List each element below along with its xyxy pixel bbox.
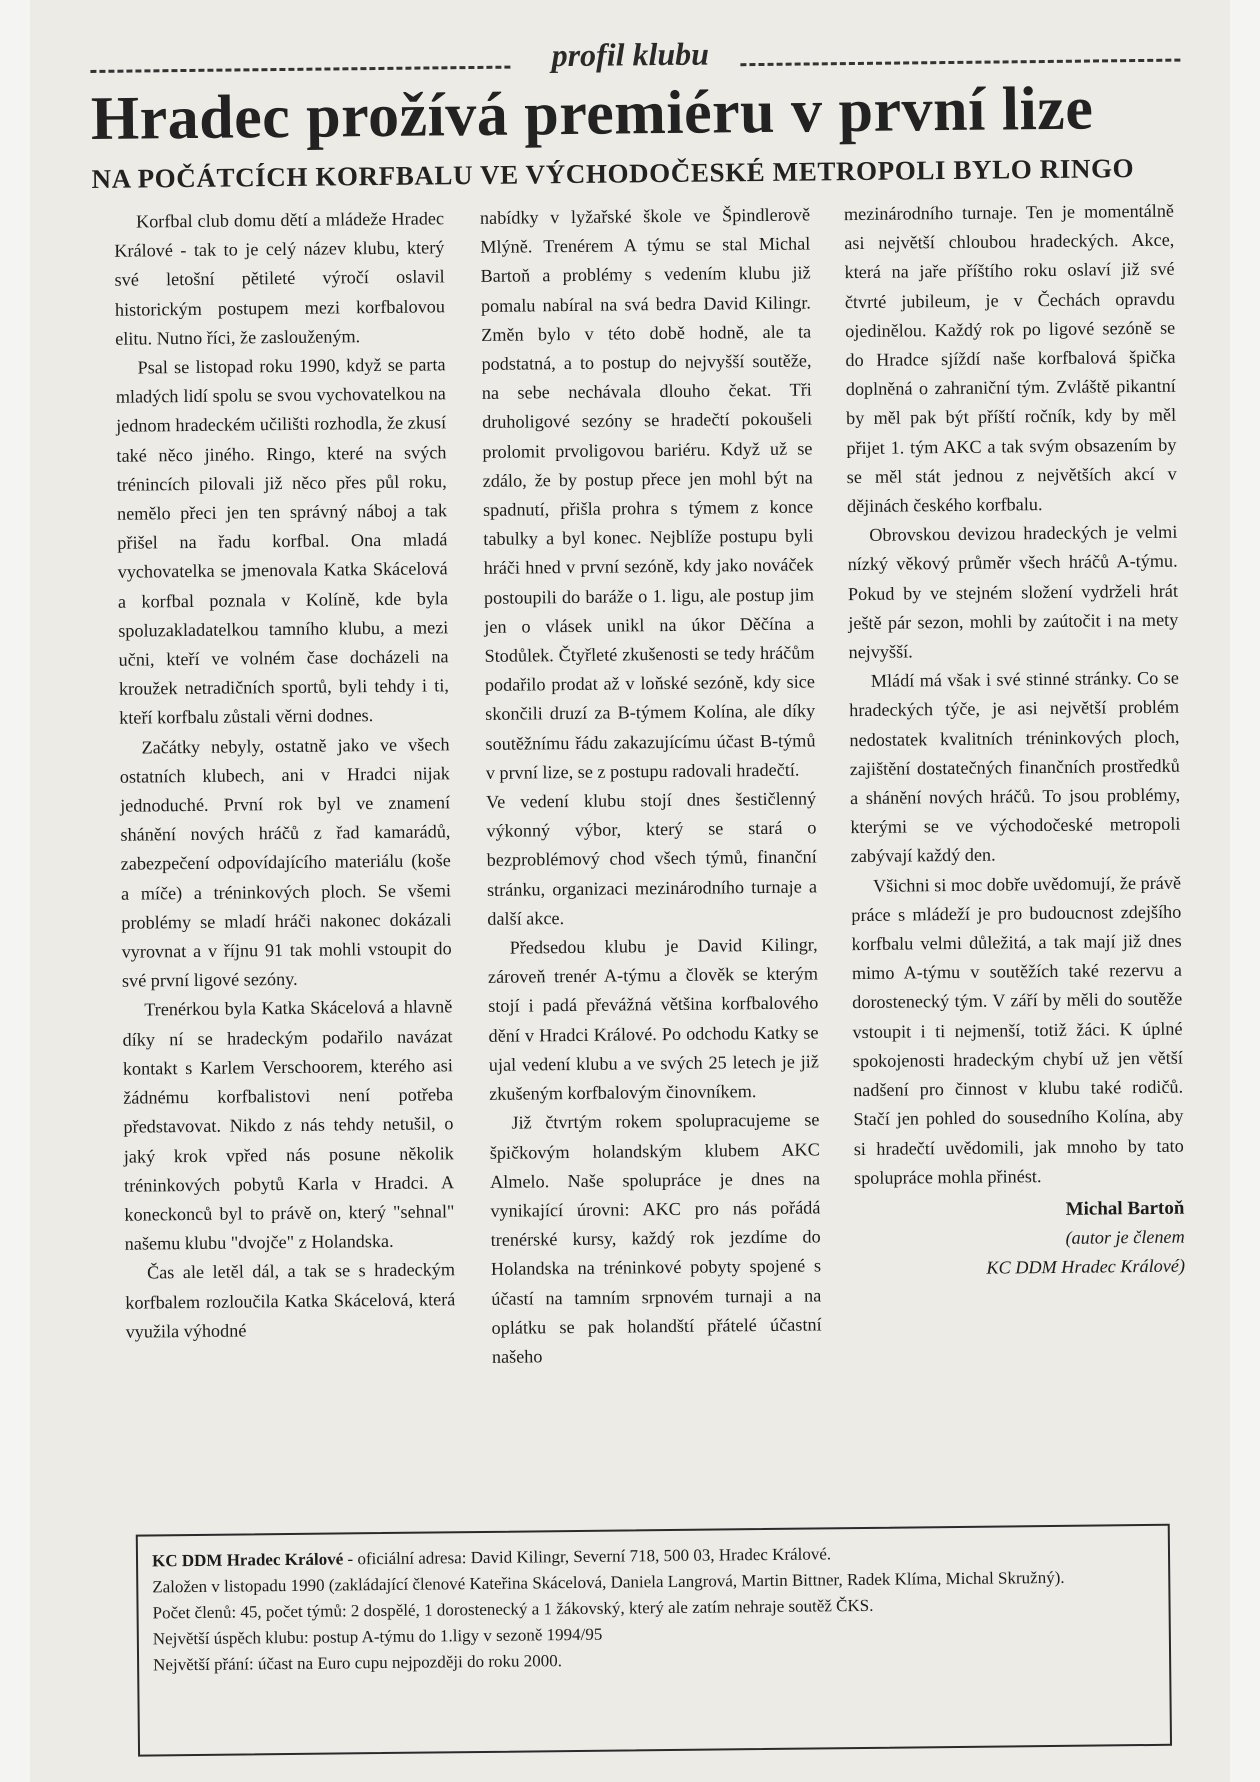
article-headline: Hradec prožívá premiéru v první lize <box>90 74 1094 153</box>
paragraph: Již čtvrtým rokem spolupracujeme se špičkovým holandským klubem AKC Almelo. Naše spolupráce je dnes na vynikající úrovni: AKC pro nás pořádá trenérské kursy, každý rok jezdíme do Holandska na tréninkové pobyty spojené s účastí na tamním srpnovém turnaji a na oplátku se pak holandští přátelé účastní našeho <box>489 1109 822 1367</box>
author-note-line-1: (autor je členem <box>1065 1226 1185 1248</box>
paragraph: Mládí má však i své stinné stránky. Co se hradeckých týče, je asi největší problém nedostatek kvalitních tréninkových ploch, zajištění dostatečných finančních prostředků a shánění nových hráčů. To jsou problémy, kterými se ve východočeské metropoli zabývají každý den. <box>849 667 1181 867</box>
club-info-box <box>136 1524 1172 1757</box>
rubric-label: profil klubu <box>551 35 710 74</box>
paragraph: Začátky nebyly, ostatně jako ve všech ostatních klubech, ani v Hradci nijak jednoduché. První rok byl ve znamení shánění nových hráčů z řad kamarádů, zabezpečení odpovídajícího materiálu (koše a míče) a tréninkových ploch. Se všemi problémy se mladí hráči nakonec dokázali vyrovnat a v říjnu 91 tak mohli vstoupit do své první ligové sezóny. <box>119 733 452 991</box>
rubric-divider-right <box>740 59 1180 67</box>
club-members: Počet členů: 45, počet týmů: 2 dospělé, 1 dorostenecký a 1 žákovský, který ale zatím nehraje soutěž ČKS. <box>152 1595 874 1623</box>
club-name: KC DDM Hradec Králové <box>151 1549 344 1571</box>
paragraph: Psal se listopad roku 1990, když se parta mladých lidí spolu se svou vychovatelkou na jednom hradeckém učilišti rozhodla, že zkusí také něco jiného. Ringo, které na svých trénincích pilovali již něco přes půl roku, nemělo přeci jen ten správný náboj a tak přišel na řadu korfbal. Ona mladá vychovatelka se jmenovala Katka Skácelová a korfbal poznala v Kolíně, kde byla spoluzakladatelkou tamního klubu, a mezi učni, kteří ve volném čase docházeli na kroužek netradičních sportů, byli tehdy i ti, kteří korfbalu zůstali věrni dodnes. <box>115 354 449 729</box>
club-address: - oficiální adresa: David Kilingr, Severní 718, 500 03, Hradec Králové. <box>343 1544 832 1569</box>
paragraph: Čas ale letěl dál, a tak se s hradeckým korfbalem rozloučila Katka Skácelová, která využila výhodné <box>125 1259 456 1342</box>
author-note-line-2: KC DDM Hradec Králové) <box>986 1255 1186 1278</box>
article-body <box>92 196 1206 1517</box>
text-column-1 <box>114 204 456 1346</box>
paragraph: Obrovskou devizou hradeckých je velmi nízký věkový průměr všech hráčů A-týmu. Pokud by ve stejném složení vydrželi hrát ještě pár sezon, mohli by zaútočit i na mety nejvyšší. <box>847 521 1179 663</box>
author-byline <box>854 1194 1185 1285</box>
paragraph: Ve vedení klubu stojí dnes šestičlenný výkonný výbor, který se stará o bezproblémový chod všech týmů, finanční stránku, organizaci mezinárodního turnaje a další akce. <box>486 788 818 929</box>
rubric-divider-left <box>90 66 510 73</box>
paragraph: Všichni si moc dobře uvědomují, že právě práce s mládeží je pro budoucnost zdejšího korfbalu velmi důležitá, a tak mají již dnes mimo A-týmu v soutěžích také rezervu a dorostenecký tým. V září by měli do soutěže vstoupit i ti nejmenší, totiž žáci. K úplné spokojenosti hradeckým chybí už jen větší nadšení pro činnost v klubu také rodičů. Stačí jen pohled do sousedního Kolína, aby si hradečtí uvědomili, jak mnoho by tato spolupráce mohla přinést. <box>851 872 1184 1188</box>
club-founded: Založen v listopadu 1990 (zakládající členové Kateřina Skácelová, Daniela Langrová, Martin Bittner, Radek Klíma, Michal Skružný). <box>152 1567 1065 1597</box>
paragraph: Předsedou klubu je David Kilingr, zároveň trenér A-týmu a člověk se kterým stojí i padá převážná většina korfbalového dění v Hradci Králové. Po odchodu Katky se ujal vedení klubu a ve svých 25 letech je již zkušeným korfbalovým činovníkem. <box>487 934 819 1104</box>
text-column-3 <box>844 197 1185 1285</box>
paragraph: nabídky v lyžařské škole ve Špindlerově Mlýně. Trenérem A týmu se stal Michal Bartoň a problémy s vedením klubu již pomalu nabíral na svá bedra David Kilingr. Změn bylo v této době hodně, ale ta podstatná, a to postup do nejvyšší soutěže, na sebe nechávala dlouho čekat. Tři druholigové sezóny se hradečtí pokoušeli prolomit prvoligovou bariéru. Když už se zdálo, že by postup přece jen mohl být na spadnutí, přišla prohra s týmem z konce tabulky a byl konec. Nejblíže postupu byli hráči hned v první sezóně, kdy jako nováček postoupili do baráže o 1. ligu, ale postup jim jen o vlásek unikl na úkor Děčína a Stodůlek. Čtyřleté zkušenosti se tedy hráčům podařilo prodat až v loňské sezóně, kdy sice skončili druzí za B-týmem Kolína, ale díky soutěžnímu řádu zakazujícímu účast B-týmů v první lize, se z postupu radovali hradečtí. <box>479 204 816 783</box>
paragraph: Korfbal club domu dětí a mládeže Hradec Králové - tak to je celý název klubu, který své letošní pětileté výročí oslavil historickým postupem mezi korfbalovou elitu. Nutno říci, že zaslouženým. <box>114 208 446 349</box>
club-wish: Největší přání: účast na Euro cupu nejpozději do roku 2000. <box>153 1651 563 1675</box>
newspaper-sheet <box>30 0 1230 1782</box>
article-page <box>90 18 1208 1769</box>
author-name: Michal Bartoň <box>1065 1197 1185 1220</box>
text-column-2 <box>480 200 822 1372</box>
club-success: Největší úspěch klubu: postup A-týmu do 1.ligy v sezoně 1994/95 <box>152 1624 603 1649</box>
section-rubric <box>90 26 1190 78</box>
paragraph: Trenérkou byla Katka Skácelová a hlavně díky ní se hradeckým podařilo navázat kontakt s Karlem Verschoorem, kterého asi žádnému korfbalistovi není potřeba představovat. Nikdo z nás tehdy netušil, o jaký krok vpřed nás posune několik tréninkových pobytů Karla v Hradci. A koneckonců byl to právě on, který "sehnal" našemu klubu "dvojče" z Holandska. <box>122 996 455 1254</box>
paragraph: mezinárodního turnaje. Ten je momentálně asi největší chloubou hradeckých. Akce, která na jaře příštího roku oslaví již své čtvrté jubileum, je v Čechách opravdu ojedinělou. Každý rok po ligové sezóně se do Hradce sjíždí naše korfbalová špička doplněná o zahraniční tým. Zvláště pikantní by měl pak být příští ročník, kdy by měl přijet 1. tým AKC a tak svým obsazením by se měl stát jednou z největších akcí v dějinách českého korfbalu. <box>843 200 1177 517</box>
article-subheadline: NA POČÁTCÍCH KORFBALU VE VÝCHODOČESKÉ METROPOLI BYLO RINGO <box>91 153 1135 194</box>
